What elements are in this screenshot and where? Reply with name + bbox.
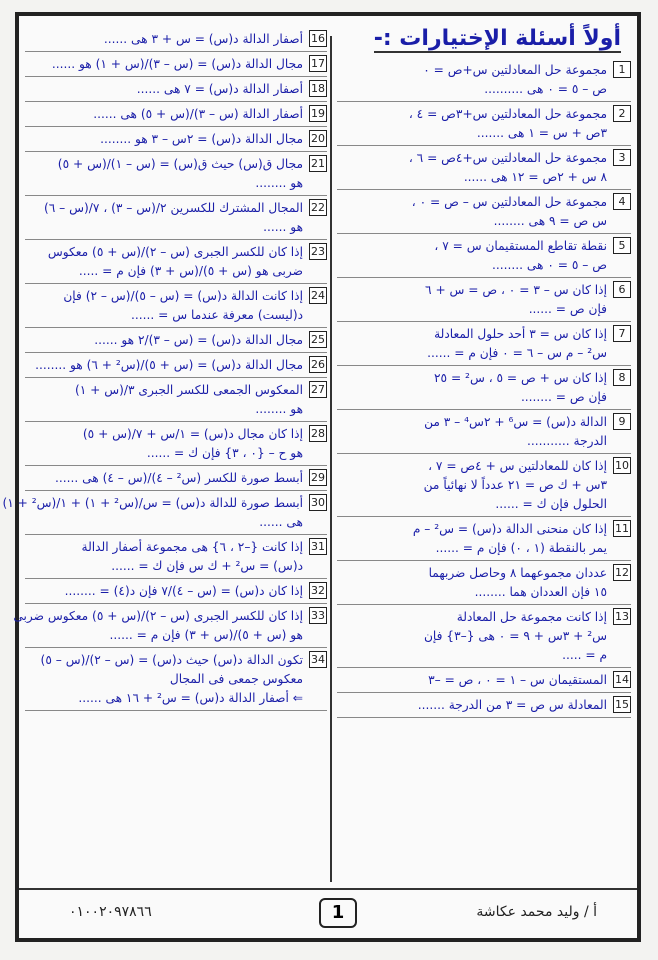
question-text-line: س² – م س – ٦ = ٠ فإن م = ......	[427, 346, 607, 360]
question-text-line: مجموعة حل المعادلتين س+٤ص = ٦ ،	[408, 151, 607, 165]
question-text-line: المعكوس الجمعى للكسر الجبرى ٣/(س + ١)	[74, 383, 303, 397]
question-item	[29, 80, 327, 99]
question-text-line: ص – ٥ = ٠ هى ..........	[484, 82, 607, 96]
question-number: 34	[311, 653, 325, 666]
question-item	[29, 538, 327, 576]
question-text-line: إذا كان للكسر الجبرى (س – ٢)/(س + ٥) معكوس	[47, 245, 303, 259]
question-separator	[25, 76, 327, 77]
left-column	[2, 16, 327, 880]
question-separator	[337, 101, 631, 102]
question-text-line: س² + ٣س + ٩ = ٠ هى {–٣} فإن	[423, 629, 607, 643]
question-text-line: عددان مجموعهما ٨ وحاصل ضربهما	[428, 566, 607, 580]
question-separator	[25, 101, 327, 102]
question-separator	[25, 465, 327, 466]
question-item	[2, 494, 327, 532]
question-item	[29, 469, 327, 488]
question-number: 31	[311, 540, 325, 553]
author-name: أ / وليد محمد عكاشة	[476, 904, 597, 920]
question-item	[29, 356, 327, 375]
question-text-line: إذا كانت الدالة د(س) = (س – ٥)/(س – ٢) فإن	[63, 289, 303, 303]
question-number: 2	[613, 105, 631, 122]
question-text-line: تكون الدالة د(س) حيث د(س) = (س – ٢)/(س – ٥)	[40, 653, 303, 667]
question-item	[341, 237, 631, 275]
question-text-line: مجال ق(س) حيث ق(س) = (س – ١)/(س + ٥)	[57, 157, 303, 171]
question-number: 21	[311, 157, 325, 170]
question-number: 24	[311, 289, 325, 302]
question-number: 23	[311, 245, 325, 258]
question-number: 32	[311, 584, 325, 597]
section-heading: أولاً أسئلة الإختيارات :-	[373, 26, 621, 51]
question-text-line: نقطة تقاطع المستقيمان س = ٧ ،	[434, 239, 607, 253]
question-number: 25	[311, 333, 325, 346]
question-separator	[25, 151, 327, 152]
question-text-line: مجموعة حل المعادلتين س – ص = ٠ ،	[411, 195, 607, 209]
question-text-line: هو ......	[263, 220, 303, 234]
question-item	[29, 651, 327, 708]
question-text-line: إذا كان للمعادلتين س + ٤ص = ٧ ،	[428, 459, 607, 473]
question-text-line: ٣ص + س = ١ هى .......	[476, 126, 607, 140]
question-number: 29	[311, 471, 325, 484]
question-number: 15	[615, 698, 629, 711]
question-separator	[25, 534, 327, 535]
question-item	[29, 287, 327, 325]
question-number: 27	[311, 383, 325, 396]
question-text-line: د(س) = س² + ك س فإن ك = ......	[111, 559, 303, 573]
question-text-line: ٨ س + ٢ص = ١٢ هى ......	[463, 170, 607, 184]
question-text-line: فإن ص = ........	[520, 390, 607, 404]
question-separator	[337, 189, 631, 190]
question-item	[341, 149, 631, 187]
question-separator	[25, 239, 327, 240]
question-text-line: إذا كانت {–٢ ، ٦} هى مجموعة أصفار الدالة	[81, 540, 303, 554]
question-separator	[337, 516, 631, 517]
question-number: 16	[311, 32, 325, 45]
question-separator	[25, 283, 327, 284]
question-separator	[337, 717, 631, 718]
worksheet-page	[2, 12, 641, 942]
question-number: 30	[311, 496, 325, 509]
question-text-line: أصفار الدالة د(س) = ٧ هى ......	[136, 82, 303, 96]
question-text-line: ص – ٥ = ٠ هى ........	[492, 258, 607, 272]
question-number: 12	[615, 566, 629, 579]
phone-number: ٠١٠٠٢٠٩٧٨٦٦	[69, 904, 152, 920]
question-separator	[25, 710, 327, 711]
question-text-line: أصفار الدالة (س – ٣)/(س + ٥) هى ......	[93, 107, 303, 121]
question-number: 17	[311, 57, 325, 70]
question-text-line: إذا كان مجال د(س) = ١/س + ٧/(س + ٥)	[82, 427, 303, 441]
question-item	[29, 582, 327, 601]
question-number: 22	[311, 201, 325, 214]
question-text-line: مجال الدالة د(س) = (س – ٣)/٢ هو ......	[94, 333, 303, 347]
question-separator	[337, 365, 631, 366]
question-text-line: إذا كان للكسر الجبرى (س – ٢)/(س + ٥) معكوس ضربى	[13, 609, 303, 623]
question-number: 19	[311, 107, 325, 120]
question-item	[341, 457, 631, 514]
question-text-line: الدرجة ...........	[527, 434, 607, 448]
question-text-line: هو ........	[255, 176, 303, 190]
question-item	[341, 608, 631, 665]
question-item	[341, 61, 631, 99]
question-text-line: إذا كان د(س) = (س – ٤)/٧ فإن د(٤) = ........	[64, 584, 303, 598]
question-item	[341, 369, 631, 407]
question-item	[29, 243, 327, 281]
question-separator	[25, 377, 327, 378]
question-separator	[25, 578, 327, 579]
question-text-line: الدالة د(س) = س⁶ + ٢س⁴ – ٣ من	[424, 415, 607, 429]
question-item	[29, 30, 327, 49]
question-separator	[337, 145, 631, 146]
question-separator	[25, 352, 327, 353]
question-item	[341, 193, 631, 231]
question-text-line: يمر بالنقطة (١ ، ٠) فإن م = ......	[435, 541, 607, 555]
right-question-list	[337, 61, 631, 718]
question-separator	[337, 321, 631, 322]
question-item	[13, 607, 327, 645]
question-item	[341, 671, 631, 690]
page-footer	[19, 888, 637, 938]
question-text-line: أصفار الدالة د(س) = س + ٣ هى ......	[103, 32, 303, 46]
question-number: 3	[613, 149, 631, 166]
question-text-line: مجال الدالة د(س) = (س – ٣)/(س + ١) هو ......	[51, 57, 303, 71]
question-text-line: أبسط صورة للدالة د(س) = س/(س² + ١) + ١/(س² + ١)	[2, 496, 303, 510]
question-item	[29, 155, 327, 193]
question-text-line: مجال الدالة د(س) = (س + ٥)/(س² + ٦) هو ........	[35, 358, 303, 372]
question-text-line: هو (س + ٥)/(س + ٣) فإن م = ......	[109, 628, 303, 642]
question-number: 4	[613, 193, 631, 210]
question-number: 6	[613, 281, 631, 298]
question-item	[341, 564, 631, 602]
question-item	[341, 281, 631, 319]
question-text-line: م = .....	[562, 648, 607, 662]
question-text-line: إذا كان س – ٣ = ٠ ، ص = س + ٦	[425, 283, 607, 297]
question-number: 5	[613, 237, 631, 254]
question-separator	[337, 409, 631, 410]
question-separator	[337, 560, 631, 561]
question-number: 7	[613, 325, 631, 342]
question-text-line: ١٥ فإن العددان هما ........	[474, 585, 607, 599]
question-item	[341, 413, 631, 451]
question-text-line: أبسط صورة للكسر (س² – ٤)/(س – ٤) هى ......	[55, 471, 303, 485]
question-text-line: مجموعة حل المعادلتين س+ص = ٠	[423, 63, 607, 77]
question-number: 1	[613, 61, 631, 78]
question-number: 9	[613, 413, 631, 430]
question-text-line: الحلول فإن ك = ......	[495, 497, 607, 511]
question-text-line: إذا كان س = ٣ أحد حلول المعادلة	[434, 327, 607, 341]
question-text-line: مجال الدالة د(س) = ٢س – ٣ هو ........	[100, 132, 303, 146]
question-text-line: ضربى هو (س + ٥)/(س + ٣) فإن م = .....	[78, 264, 303, 278]
question-separator	[25, 51, 327, 52]
question-item	[341, 696, 631, 715]
question-text-line: مجموعة حل المعادلتين س+٣ص = ٤ ،	[408, 107, 607, 121]
question-text-line: د(ليست) معرفة عندما س = ......	[131, 308, 303, 322]
question-separator	[25, 195, 327, 196]
question-number: 8	[613, 369, 631, 386]
question-item	[29, 199, 327, 237]
question-text-line: هو ح – {٠ ، ٣} فإن ك = ......	[146, 446, 303, 460]
question-text-line: إذا كان س + ص = ٥ ، س² = ٢٥	[433, 371, 607, 385]
question-item	[29, 105, 327, 124]
left-question-list	[2, 30, 327, 711]
question-item	[29, 331, 327, 350]
question-item	[29, 55, 327, 74]
question-number: 10	[615, 459, 629, 472]
question-text-line: هى ......	[259, 515, 303, 529]
question-separator	[25, 647, 327, 648]
question-item	[29, 130, 327, 149]
question-number: 13	[615, 610, 629, 623]
column-divider	[330, 36, 332, 882]
question-text-line: هو ........	[255, 402, 303, 416]
question-number: 11	[615, 522, 629, 535]
question-number: 28	[311, 427, 325, 440]
question-separator	[337, 453, 631, 454]
question-text-line: إذا كان منحنى الدالة د(س) = س² – م	[412, 522, 607, 536]
question-number: 33	[311, 609, 325, 622]
question-number: 18	[311, 82, 325, 95]
question-text-line: ⇐ أصفار الدالة د(س) = س² + ١٦ هى ......	[78, 691, 303, 705]
question-separator	[337, 233, 631, 234]
question-number: 26	[311, 358, 325, 371]
question-separator	[337, 692, 631, 693]
question-number: 14	[615, 673, 629, 686]
question-text-line: المستقيمان س – ١ = ٠ ، ص = –٣	[428, 673, 607, 687]
question-number: 20	[311, 132, 325, 145]
question-separator	[25, 490, 327, 491]
question-separator	[25, 421, 327, 422]
question-item	[29, 425, 327, 463]
question-item	[341, 105, 631, 143]
question-item	[29, 381, 327, 419]
question-text-line: المعادلة س ص = ٣ من الدرجة .......	[417, 698, 607, 712]
question-text-line: معكوس جمعى فى المجال	[169, 672, 303, 686]
question-separator	[25, 126, 327, 127]
question-separator	[337, 667, 631, 668]
question-text-line: إذا كانت مجموعة حل المعادلة	[456, 610, 607, 624]
question-text-line: س ص = ٩ هى ........	[493, 214, 607, 228]
question-separator	[337, 604, 631, 605]
question-text-line: ٣س + ك ص = ٢١ عدداً لا نهائياً من	[423, 478, 607, 492]
question-text-line: فإن ص = ......	[528, 302, 607, 316]
question-separator	[25, 327, 327, 328]
right-column	[337, 16, 631, 880]
question-text-line: المجال المشترك للكسرين ٢/(س – ٣) ، ٧/(س – ٦)	[44, 201, 303, 215]
question-separator	[337, 277, 631, 278]
question-item	[341, 520, 631, 558]
question-item	[341, 325, 631, 363]
page-number: 1	[319, 898, 357, 928]
question-separator	[25, 603, 327, 604]
